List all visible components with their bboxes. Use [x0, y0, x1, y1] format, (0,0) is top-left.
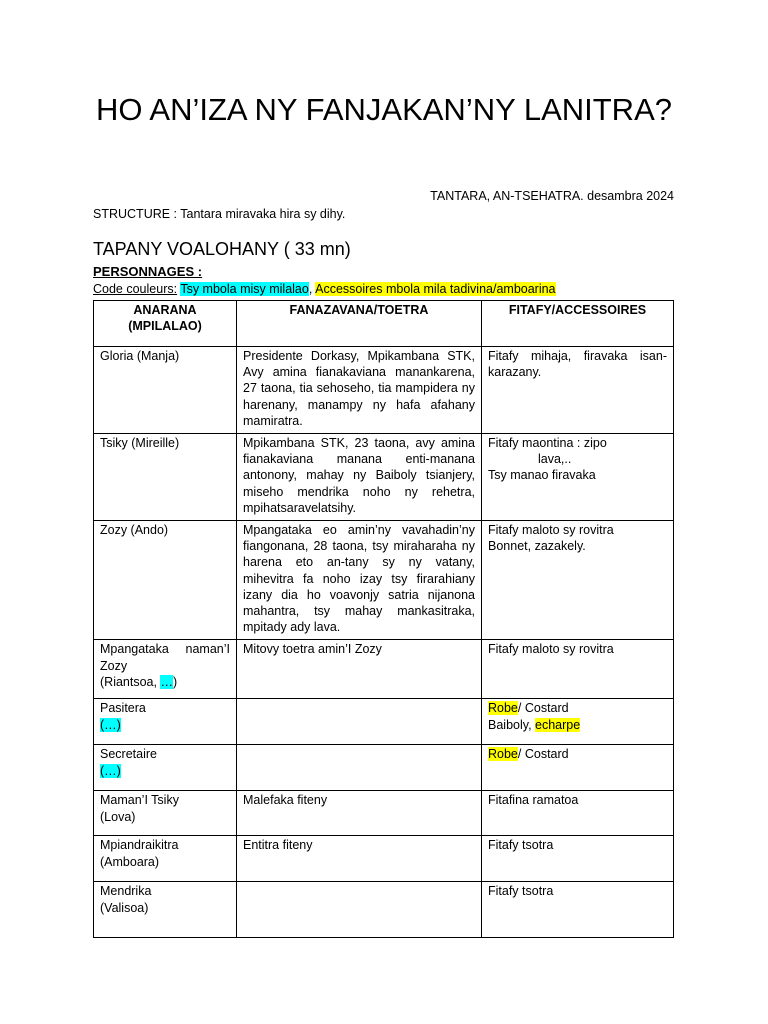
costume-line: Fitafy maloto sy rovitra [488, 523, 614, 538]
cell-costume: Fitafy mihaja, firavaka isan-karazany. [482, 347, 674, 434]
table-row [94, 836, 674, 882]
cell-description [237, 699, 482, 745]
name-line: (Valisoa) [100, 900, 149, 915]
costume-text: / Costard [517, 747, 569, 762]
name-line: Pasitera [100, 701, 146, 716]
part-title: TAPANY VOALOHANY ( 33 mn) [93, 239, 351, 259]
name-line: Mpiandraikitra [100, 838, 179, 853]
costume-line [488, 451, 667, 467]
cell-costume [482, 521, 674, 640]
byline: TANTARA, AN-TSEHATRA. desambra 2024 [430, 189, 674, 203]
column-header-costume: FITAFY/ACCESSOIRES [482, 301, 674, 347]
costume-line-indented: lava,.. [538, 452, 572, 467]
section-label: PERSONNAGES : [93, 264, 203, 279]
costume-line [488, 717, 667, 733]
cell-description: Mpangataka eo amin’ny vavahadin’ny fiangonana, 28 taona, tsy miraharaha ny harena eto an-tany sy ny vatany, mihevitra fa noho izay tsy firarahiany izany dia ho voavonjy satria nijanona mahantra, tsy mahay mankasitraka, mpitady ady lava. [237, 521, 482, 640]
document-title: HO AN’IZA NY FANJAKAN’NY LANITRA? [96, 92, 672, 127]
cell-name [94, 791, 237, 836]
cell-name: Tsiky (Mireille) [94, 434, 237, 521]
color-code-legend [93, 282, 556, 296]
structure-line: STRUCTURE : Tantara miravaka hira sy dihy. [93, 207, 346, 221]
cast-table [93, 300, 674, 938]
cell-costume: Fitafy tsotra [482, 882, 674, 938]
color-code-label: Code couleurs: [93, 282, 178, 296]
costume-line: Fitafy maontina : zipo [488, 436, 607, 451]
name-line: Secretaire [100, 747, 157, 762]
cell-name [94, 836, 237, 882]
name-line: Maman’I Tsiky [100, 793, 179, 808]
cell-description: Malefaka fiteny [237, 791, 482, 836]
name-line: (Lova) [100, 809, 136, 824]
column-header-name: ANARANA (MPILALAO) [94, 301, 237, 347]
cell-description [237, 882, 482, 938]
cell-name [94, 745, 237, 791]
color-code-yellow: Accessoires mbola mila tadivina/amboarina [315, 282, 556, 296]
table-header-row [94, 301, 674, 347]
table-row [94, 699, 674, 745]
name-ellipsis: … [160, 674, 173, 689]
cell-description: Mpikambana STK, 23 taona, avy amina fianakaviana manana enti-manana antonony, mahay ny Baiboly tsianjery, miseho mendrika noho ny rehetra, mpihatsaravelatsihy. [237, 434, 482, 521]
costume-line [488, 746, 667, 762]
table-row [94, 347, 674, 434]
cell-description: Presidente Dorkasy, Mpikambana STK, Avy amina fianakaviana manankarena, 27 taona, tia sehoseho, tia mampidera ny harenany, manampy ny hafa afahany mamiratra. [237, 347, 482, 434]
cell-costume [482, 699, 674, 745]
name-line: (Amboara) [100, 854, 160, 869]
name-line: Mpangataka naman’I Zozy [100, 642, 230, 673]
cell-description: Mitovy toetra amin’I Zozy [237, 640, 482, 699]
color-code-separator: , [308, 282, 313, 296]
cell-name [94, 699, 237, 745]
cell-description [237, 745, 482, 791]
cell-description: Entitra fiteny [237, 836, 482, 882]
name-ellipsis: (…) [100, 763, 121, 778]
cell-name [94, 640, 237, 699]
costume-line: Bonnet, zazakely. [488, 539, 586, 554]
table-row [94, 521, 674, 640]
name-line [100, 674, 230, 690]
name-paren-close: ) [172, 674, 178, 689]
cell-name [94, 882, 237, 938]
name-ellipsis: (…) [100, 717, 121, 732]
costume-line [488, 700, 667, 716]
cell-costume: Fitafina ramatoa [482, 791, 674, 836]
costume-highlight: Robe [488, 747, 518, 762]
costume-text: / Costard [517, 701, 569, 716]
name-line [100, 763, 230, 779]
costume-text: Baiboly, [488, 717, 536, 732]
costume-highlight: echarpe [535, 717, 581, 732]
costume-highlight: Robe [488, 701, 518, 716]
costume-line: Tsy manao firavaka [488, 468, 596, 483]
table-row [94, 791, 674, 836]
table-row [94, 640, 674, 699]
column-header-description: FANAZAVANA/TOETRA [237, 301, 482, 347]
table-row [94, 434, 674, 521]
cell-name: Gloria (Manja) [94, 347, 237, 434]
name-paren-open: (Riantsoa, [100, 674, 161, 689]
cell-name: Zozy (Ando) [94, 521, 237, 640]
cell-costume [482, 745, 674, 791]
table-row [94, 745, 674, 791]
table-row [94, 882, 674, 938]
cell-costume: Fitafy maloto sy rovitra [482, 640, 674, 699]
name-line [100, 717, 230, 733]
cell-costume [482, 434, 674, 521]
cell-costume: Fitafy tsotra [482, 836, 674, 882]
color-code-cyan: Tsy mbola misy milalao [180, 282, 309, 296]
name-line: Mendrika [100, 884, 152, 899]
